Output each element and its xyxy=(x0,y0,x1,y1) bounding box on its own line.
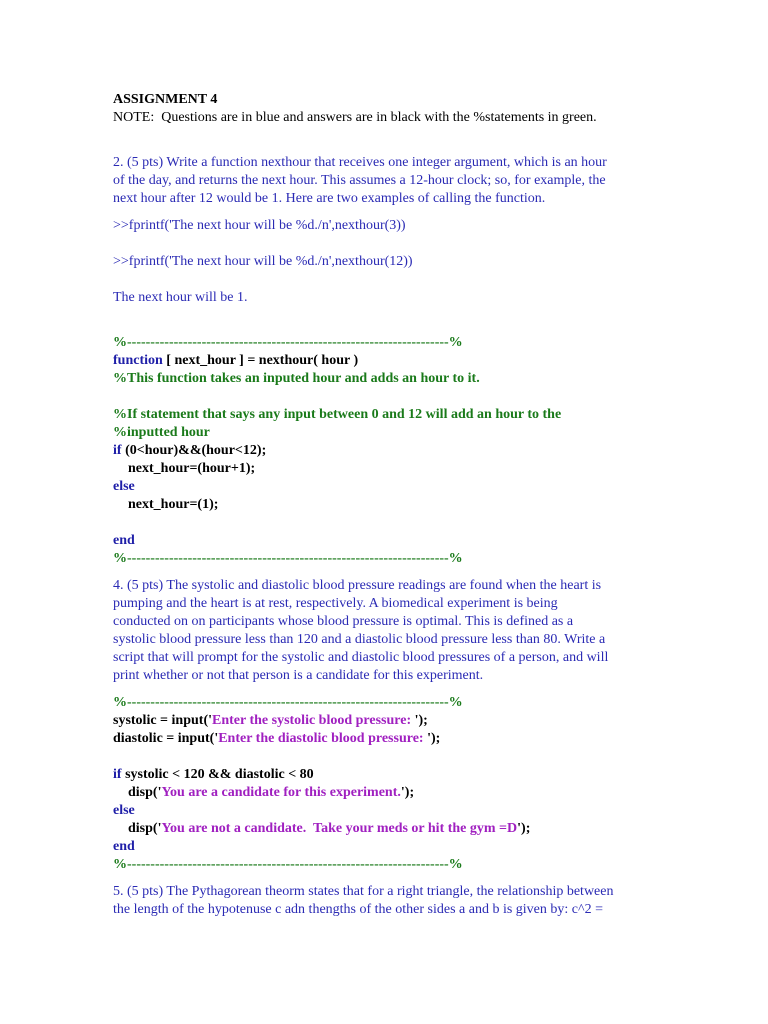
question-2-output: The next hour will be 1. xyxy=(113,290,248,305)
answer-2-divider-end: %---------------------------------------------------------------------% xyxy=(113,551,463,566)
keyword-end: end xyxy=(113,533,135,548)
string-literal: Enter the diastolic blood pressure: xyxy=(218,731,428,746)
keyword-function: function xyxy=(113,353,163,368)
assignment-note: NOTE: Questions are in blue and answers are in black with the %statements in green. xyxy=(113,110,597,125)
document-page xyxy=(113,91,648,919)
question-5-line: 5. (5 pts) The Pythagorean theorm states that for a right triangle, the relationship between xyxy=(113,884,614,899)
code-text: '); xyxy=(400,785,415,800)
answer-4-systolic-line xyxy=(113,712,648,730)
code-text: disp(' xyxy=(128,785,162,800)
question-5 xyxy=(113,883,648,919)
question-2-line: 2. (5 pts) Write a function nexthour that receives one integer argument, which is an hour xyxy=(113,155,607,170)
question-4-line: conducted on on participants whose blood pressure is optimal. This is defined as a xyxy=(113,614,574,629)
answer-4-divider-end: %---------------------------------------------------------------------% xyxy=(113,857,463,872)
question-2-example-1: >>fprintf('The next hour will be %d./n',nexthour(3)) xyxy=(113,218,406,233)
question-5-line: the length of the hypotenuse c adn thengths of the other sides a and b is given by: c^2 = xyxy=(113,902,603,917)
answer-2-function-line xyxy=(113,352,648,370)
function-signature: [ next_hour ] = nexthour( hour ) xyxy=(162,353,359,368)
keyword-else: else xyxy=(113,479,135,494)
question-2-line: of the day, and returns the next hour. This assumes a 12-hour clock; so, for example, the xyxy=(113,173,606,188)
question-4-line: script that will prompt for the systolic and diastolic blood pressures of a person, and will xyxy=(113,650,609,665)
code-text: '); xyxy=(414,713,428,728)
question-4-line: print whether or not that person is a candidate for this experiment. xyxy=(113,668,484,683)
answer-4-disp-1 xyxy=(113,784,648,802)
question-4 xyxy=(113,577,648,685)
keyword-if: if xyxy=(113,767,122,782)
assignment-title: ASSIGNMENT 4 xyxy=(113,92,218,107)
question-2-example-2: >>fprintf('The next hour will be %d./n',nexthour(12)) xyxy=(113,254,413,269)
answer-2-statement-1: next_hour=(hour+1); xyxy=(128,461,256,476)
question-4-line: systolic blood pressure less than 120 and a diastolic blood pressure less than 80. Write a xyxy=(113,632,606,647)
answer-2-comment-1: %This function takes an inputed hour and adds an hour to it. xyxy=(113,371,480,386)
answer-2-statement-2: next_hour=(1); xyxy=(128,497,219,512)
string-literal: You are not a candidate. Take your meds or hit the gym =D xyxy=(161,821,518,836)
code-text: systolic = input(' xyxy=(113,713,212,728)
keyword-else: else xyxy=(113,803,135,818)
code-text: '); xyxy=(517,821,531,836)
code-text: diastolic = input(' xyxy=(113,731,219,746)
code-text: '); xyxy=(427,731,441,746)
question-4-line: 4. (5 pts) The systolic and diastolic blood pressure readings are found when the heart is xyxy=(113,578,602,593)
if-condition: systolic < 120 && diastolic < 80 xyxy=(121,767,314,782)
keyword-if: if xyxy=(113,443,122,458)
if-condition: (0<hour)&&(hour<12); xyxy=(121,443,267,458)
answer-2-divider-start: %---------------------------------------------------------------------% xyxy=(113,335,463,350)
answer-4-divider-start: %---------------------------------------------------------------------% xyxy=(113,695,463,710)
answer-2-comment-2: %If statement that says any input between 0 and 12 will add an hour to the xyxy=(113,407,562,422)
question-2-line: next hour after 12 would be 1. Here are two examples of calling the function. xyxy=(113,191,546,206)
string-literal: You are a candidate for this experiment. xyxy=(161,785,401,800)
keyword-end: end xyxy=(113,839,135,854)
answer-4-diastolic-line xyxy=(113,730,648,748)
question-4-line: pumping and the heart is at rest, respectively. A biomedical experiment is being xyxy=(113,596,558,611)
answer-4-if-line xyxy=(113,766,648,784)
question-2 xyxy=(113,154,648,208)
answer-4-disp-2 xyxy=(113,820,648,838)
string-literal: Enter the systolic blood pressure: xyxy=(212,713,415,728)
code-text: disp(' xyxy=(128,821,162,836)
answer-2-comment-3: %inputted hour xyxy=(113,425,210,440)
answer-2-if-line xyxy=(113,442,648,460)
